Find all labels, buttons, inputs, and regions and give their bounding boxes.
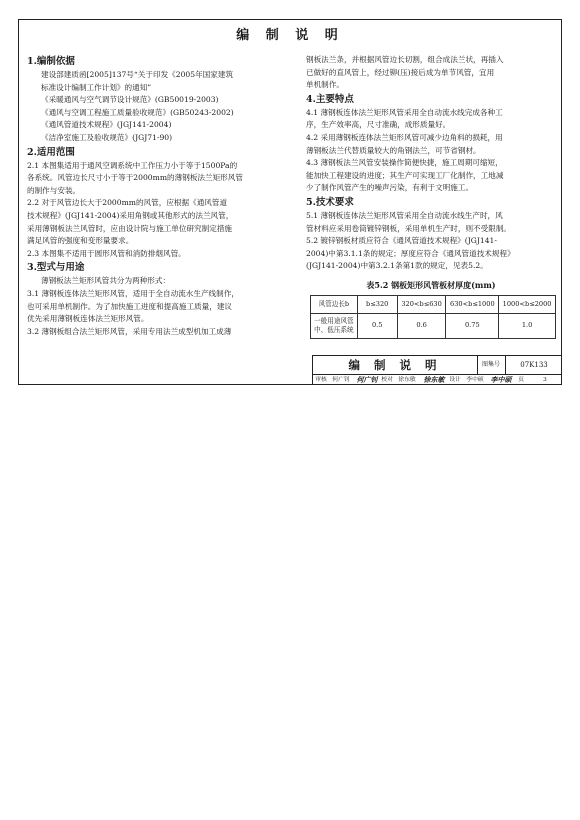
text-line: 钢板法兰条，并根据风管边长切割，组合成法兰状，再插入 — [306, 55, 504, 64]
signature-row — [313, 374, 562, 386]
page-number: 3 — [543, 377, 547, 383]
page-title: 编 制 说 明 — [236, 28, 344, 43]
text-line: 3.1 薄钢板连体法兰矩形风管，适用于全自动流水生产线制作， — [27, 288, 239, 298]
title-block-title: 编 制 说 明 — [313, 356, 478, 374]
title-block-row — [313, 356, 562, 375]
drawing-sheet — [18, 19, 562, 385]
atlas-label: 图集号 — [477, 356, 506, 374]
table-caption: 表5.2 钢板矩形风管板材厚度(mm) — [366, 279, 496, 290]
text-line: 建设部建质函[2005]137号“关于印发《2005年国家建筑 — [41, 70, 234, 79]
text-line: 少了制作风管产生的噪声污染，有利于文明施工。 — [306, 183, 474, 193]
text-line: 2.3 本图集不适用于圆形风管和消防排烟风管。 — [27, 248, 186, 258]
atlas-number: 07K133 — [520, 361, 548, 369]
text-line: 已做好的直风管上，经过铆(压)接后成为单节风管，宜用 — [306, 67, 495, 77]
text-line: 3.2 薄钢板组合法兰矩形风管，采用专用法兰成型机加工成薄 — [27, 326, 232, 336]
table-cell: 0.6 — [397, 313, 446, 338]
text-line: 满足风管的强度和变形量要求。 — [27, 236, 134, 246]
text-line: 4.3 薄钢板法兰风管安装操作简便快捷，施工周期可缩短， — [306, 158, 503, 168]
text-line: 技术规程》(JGJ141-2004)采用角钢或其他形式的法兰风管， — [27, 210, 234, 220]
text-line: 薄钢板法兰代替质量较大的角钢法兰，可节省钢材。 — [306, 145, 481, 155]
text-line: 4.2 采用薄钢板连体法兰矩形风管可减少边角料的损耗，用 — [306, 132, 503, 142]
check-label: 校对 — [381, 377, 393, 383]
section-heading: 4.主要特点 — [306, 93, 354, 105]
text-line: 管材料应采用卷筒镀锌钢板，采用单机生产时，则不受限制。 — [306, 223, 512, 233]
text-line: 标准设计编制工作计划》的通知” — [41, 82, 152, 92]
table-cell: 0.5 — [357, 313, 397, 338]
page-label: 页 — [518, 377, 524, 383]
text-line: 5.2 镀锌钢板材质应符合《通风管道技术规程》(JGJ141- — [306, 236, 497, 246]
text-line: 4.1 薄钢板连体法兰矩形风管采用全自动流水线完成各种工 — [306, 107, 503, 117]
text-line: 的制作与安装。 — [27, 185, 81, 195]
table-row-label: 一般用途风管 中、低压系统 — [311, 313, 358, 338]
review-label: 审核 — [315, 377, 327, 383]
text-line: 采用薄钢板法兰风管时，应由设计院与施工单位研究制定措施 — [27, 223, 233, 233]
text-line: 序，生产效率高，尺寸准确，成形质量好。 — [306, 120, 451, 130]
table-header-cell: 1000<b≤2000 — [499, 295, 556, 313]
title-block — [312, 355, 562, 385]
check-signature: 徐东敏 — [423, 375, 445, 384]
table-header-cell: 风管边长b — [311, 295, 358, 313]
review-name: 何广钊 — [332, 377, 350, 383]
table-cell: 0.75 — [446, 313, 499, 338]
text-line: 2.1 本图集适用于通风空调系统中工作压力小于等于1500Pa的 — [27, 160, 238, 170]
design-signature: 李中硕 — [490, 375, 512, 384]
text-line: 单机制作。 — [306, 80, 344, 90]
text-line: 《通风与空调工程施工质量验收规范》(GB50243-2002) — [41, 107, 234, 117]
left-column — [27, 54, 289, 338]
text-line: 薄钢板法兰矩形风管共分为两种形式： — [41, 276, 171, 286]
table-header-cell: 320<b≤630 — [397, 295, 446, 313]
table-cell: 1.0 — [499, 313, 556, 338]
thickness-table — [310, 295, 556, 339]
text-line: 优先采用薄钢板连体法兰矩形风管。 — [27, 314, 149, 324]
design-name: 李中硕 — [466, 377, 484, 383]
text-line: 各系统。风管边长尺寸小于等于2000mm的薄钢板法兰矩形风管 — [27, 173, 243, 183]
text-line: 5.1 薄钢板连体法兰矩形风管采用全自动流水线生产时，风 — [306, 210, 503, 220]
text-line: 能加快工程建设的进度；其生产可实现工厂化制作，工地减 — [306, 170, 504, 180]
section-heading: 3.型式与用途 — [27, 262, 85, 274]
check-name: 徐东敏 — [398, 377, 416, 383]
table-header-cell: 630<b≤1000 — [446, 295, 499, 313]
table-header-cell: b≤320 — [357, 295, 397, 313]
text-line: 2004)中第3.1.1条的规定；厚度应符合《通风管道技术规程》 — [306, 248, 515, 258]
table-header-row — [311, 295, 556, 313]
text-line: 也可采用单机制作。为了加快施工进度和提高施工质量，建议 — [27, 301, 233, 311]
text-line: 《通风管道技术规程》(JGJ141-2004) — [41, 120, 172, 130]
text-line: 《洁净室施工及验收规范》(JGJ71-90) — [41, 132, 173, 142]
design-label: 设计 — [449, 377, 461, 383]
table-row — [311, 313, 556, 338]
text-line: 《采暖通风与空气调节设计规范》(GB50019-2003) — [41, 95, 219, 105]
text-line: 2.2 对于风管边长大于2000mm的风管，应根据《通风管道 — [27, 198, 228, 208]
section-heading: 1.编制依据 — [27, 56, 75, 67]
review-signature: 何广钊 — [356, 375, 378, 384]
right-column — [306, 54, 556, 339]
section-heading: 2.适用范围 — [27, 146, 75, 158]
section-heading: 5.技术要求 — [306, 196, 354, 208]
text-line: (JGJ141-2004)中第3.2.1条第1款的规定，见表5.2。 — [306, 261, 488, 271]
